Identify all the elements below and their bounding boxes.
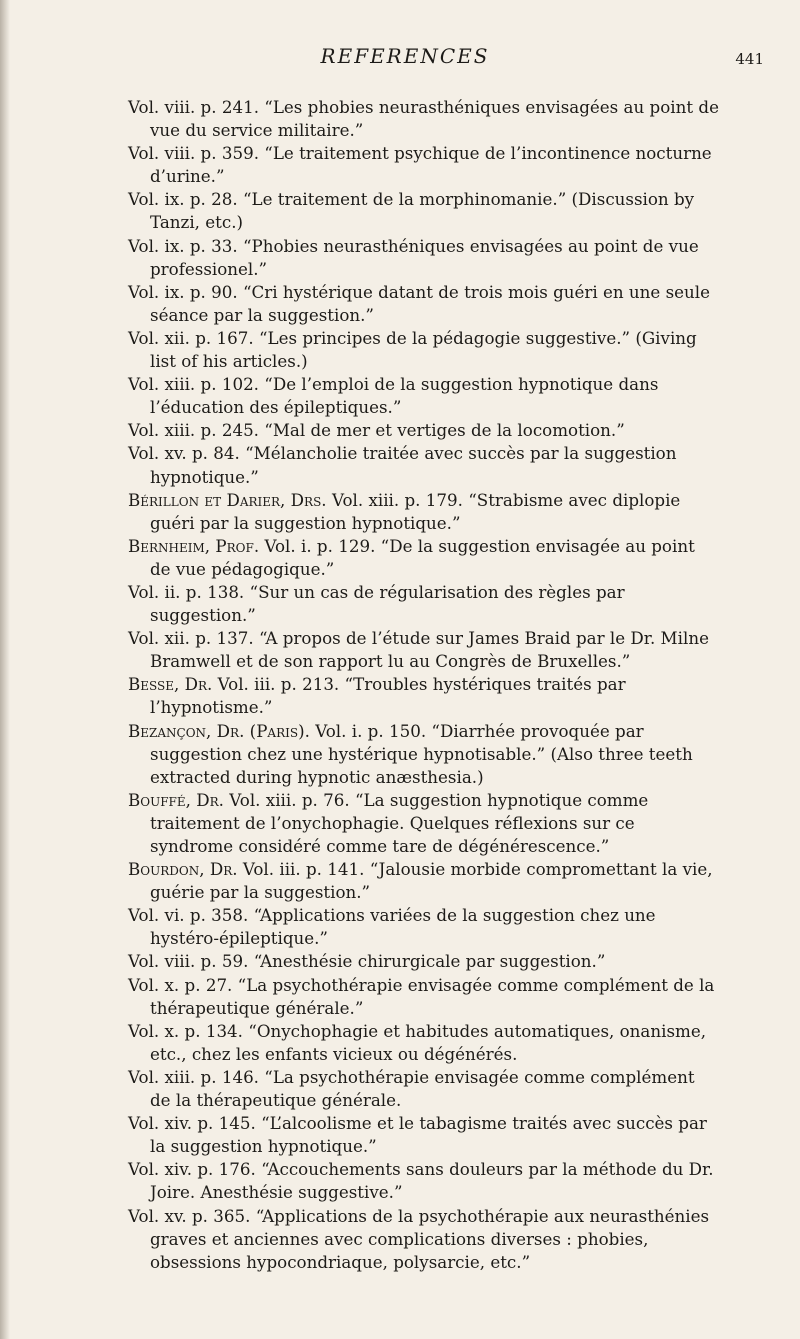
reference-text: Vol. xiii. p. 146. “La psychothérapie envisagée comme complément de la thérapeutique générale. — [128, 1066, 695, 1111]
reference-text: Vol. viii. p. 59. “Anesthésie chirurgicale par suggestion.” — [128, 951, 606, 972]
running-head — [0, 44, 800, 68]
reference-entry — [128, 1158, 720, 1204]
reference-text: Vol. ii. p. 138. “Sur un cas de régularisation des règles par suggestion.” — [128, 581, 625, 626]
reference-text: Vol. xiii. p. 245. “Mal de mer et vertiges de la locomotion.” — [128, 420, 625, 441]
binding-shadow — [0, 0, 10, 1339]
reference-entry — [128, 789, 720, 858]
reference-text: Vol. viii. p. 241. “Les phobies neurasthéniques envisagées au point de vue du service militaire.” — [128, 97, 719, 141]
reference-text: Vol. xiii. p. 102. “De l’emploi de la suggestion hypnotique dans l’éducation des épileptiques.” — [128, 374, 659, 418]
reference-entry — [128, 442, 720, 488]
reference-author: Bérillon et Darier, Drs. — [128, 489, 327, 510]
reference-entry — [128, 373, 720, 419]
reference-text: Vol. xv. p. 365. “Applications de la psychothérapie aux neurasthénies graves et anciennes avec complications diverses : phobies, obsessions hypocondriaque, polysarcie, etc.” — [128, 1205, 710, 1272]
reference-entry — [128, 974, 720, 1020]
reference-list — [128, 96, 720, 1274]
reference-entry — [128, 904, 720, 950]
reference-entry — [128, 950, 720, 973]
reference-entry — [128, 489, 720, 535]
reference-entry — [128, 1112, 720, 1158]
reference-author: Besse, Dr. — [128, 674, 213, 695]
reference-entry — [128, 535, 720, 581]
reference-entry — [128, 1020, 720, 1066]
reference-text: Vol. x. p. 27. “La psychothérapie envisagée comme complément de la thérapeutique générale.” — [128, 974, 715, 1018]
reference-entry — [128, 1066, 720, 1112]
reference-entry — [128, 327, 720, 373]
reference-text: Vol. xii. p. 137. “A propos de l’étude sur James Braid par le Dr. Milne Bramwell et de son rapport lu au Congrès de Bruxelles.” — [128, 628, 709, 672]
reference-text: Vol. viii. p. 359. “Le traitement psychique de l’incontinence nocturne d’urine.” — [128, 143, 712, 187]
reference-text: Vol. ix. p. 28. “Le traitement de la morphinomanie.” (Discussion by Tanzi, etc.) — [128, 189, 695, 233]
reference-entry — [128, 581, 720, 627]
reference-text: Vol. ix. p. 90. “Cri hystérique datant de trois mois guéri en une seule séance par la suggestion.” — [128, 281, 711, 325]
reference-text: Vol. xiii. p. 76. “La suggestion hypnotique comme traitement de l’onychophagie. Quelques réflexions sur ce syndrome considéré comme tare de dégénérescence.” — [150, 789, 649, 856]
running-title: REFERENCES — [320, 44, 490, 68]
reference-entry — [128, 281, 720, 327]
reference-entry — [128, 142, 720, 188]
reference-author: Bouffé, Dr. — [128, 789, 224, 810]
reference-text: Vol. iii. p. 213. “Troubles hystériques traités par l’hypnotisme.” — [150, 674, 626, 718]
reference-text: Vol. xiv. p. 176. “Accouchements sans douleurs par la méthode du Dr. Joire. Anesthésie suggestive.” — [128, 1159, 714, 1203]
reference-author: Bourdon, Dr. — [128, 859, 238, 880]
page-number: 441 — [735, 50, 764, 68]
reference-entry — [128, 627, 720, 673]
reference-entry — [128, 419, 720, 442]
reference-text: Vol. xiv. p. 145. “L’alcoolisme et le tabagisme traités avec succès par la suggestion hypnotique.” — [128, 1113, 707, 1157]
reference-entry — [128, 1205, 720, 1274]
reference-entry — [128, 188, 720, 234]
reference-text: Vol. i. p. 150. “Diarrhée provoquée par suggestion chez une hystérique hypnotisable.” (Also three teeth extracted during hypnotic anæsthesia.) — [150, 720, 693, 787]
reference-text: Vol. i. p. 129. “De la suggestion envisagée au point de vue pédagogique.” — [150, 535, 695, 579]
reference-text: Vol. xv. p. 84. “Mélancholie traitée avec succès par la suggestion hypnotique.” — [128, 443, 677, 487]
reference-entry — [128, 858, 720, 904]
reference-text: Vol. x. p. 134. “Onychophagie et habitudes automatiques, onanisme, etc., chez les enfants vicieux ou dégénérés. — [128, 1020, 707, 1064]
reference-entry — [128, 96, 720, 142]
reference-author: Bezançon, Dr. (Paris). — [128, 720, 310, 741]
reference-text: Vol. vi. p. 358. “Applications variées de la suggestion chez une hystéro-épileptique.” — [128, 905, 656, 949]
reference-text: Vol. xiii. p. 179. “Strabisme avec diplopie guéri par la suggestion hypnotique.” — [150, 489, 681, 533]
reference-entry — [128, 720, 720, 789]
reference-text: Vol. xii. p. 167. “Les principes de la pédagogie suggestive.” (Giving list of his articles.) — [128, 327, 697, 372]
reference-entry — [128, 235, 720, 281]
reference-text: Vol. ix. p. 33. “Phobies neurasthéniques envisagées au point de vue professionel.” — [128, 235, 699, 279]
reference-text: Vol. iii. p. 141. “Jalousie morbide compromettant la vie, guérie par la suggestion.” — [150, 859, 713, 903]
reference-entry — [128, 673, 720, 719]
reference-author: Bernheim, Prof. — [128, 535, 260, 556]
